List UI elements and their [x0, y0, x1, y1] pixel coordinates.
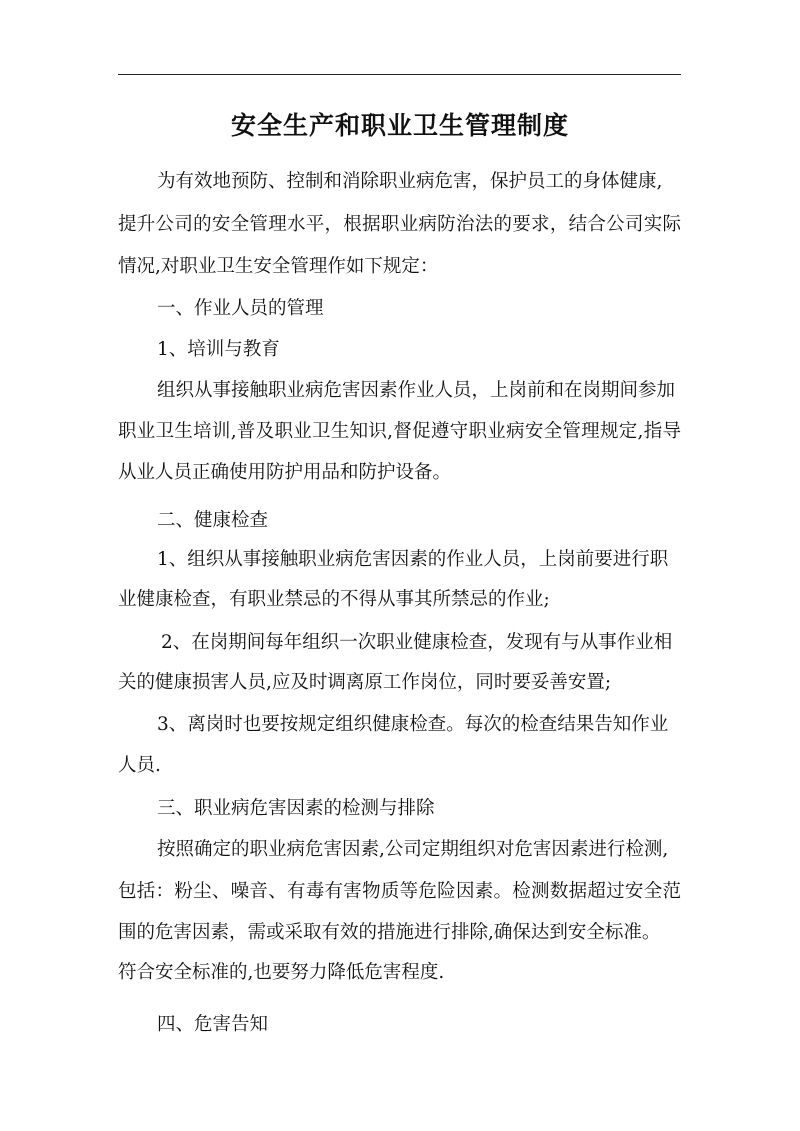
paragraph-line: 1、组织从事接触职业病危害因素的作业人员，上岗前要进行职	[157, 549, 669, 570]
document-title: 安全生产和职业卫生管理制度	[230, 111, 569, 140]
paragraph-line: 情况,对职业卫生安全管理作如下规定：	[118, 256, 439, 277]
paragraph-line: 按照确定的职业病危害因素,公司定期组织对危害因素进行检测,	[157, 839, 669, 860]
section-heading: 一、作业人员的管理	[157, 298, 324, 319]
paragraph-line: 业健康检查，有职业禁忌的不得从事其所禁忌的作业;	[118, 589, 550, 610]
section-heading: 四、危害告知	[157, 1014, 269, 1035]
paragraph-line: 组织从事接触职业病危害因素作业人员，上岗前和在岗期间参加	[157, 380, 676, 401]
paragraph-line: 3、离岗时也要按规定组织健康检查。每次的检查结果告知作业	[157, 714, 669, 735]
paragraph-line: 职业卫生培训,普及职业卫生知识,督促遵守职业病安全管理规定,指导	[118, 421, 681, 442]
paragraph-line: 提升公司的安全管理水平，根据职业病防治法的要求，结合公司实际	[118, 214, 681, 235]
section-heading: 三、职业病危害因素的检测与排除	[157, 798, 435, 819]
subsection-heading: 1、培训与教育	[157, 339, 280, 360]
header-rule	[118, 74, 681, 75]
paragraph-line: 围的危害因素，需或采取有效的措施进行排除,确保达到安全标准。	[118, 922, 661, 943]
paragraph-line: 从业人员正确使用防护用品和防护设备。	[118, 462, 452, 483]
paragraph-line: 人员.	[118, 755, 161, 776]
section-heading: 二、健康检查	[157, 510, 269, 531]
paragraph-line: 2、在岗期间每年组织一次职业健康检查，发现有与从事作业相	[161, 632, 673, 653]
paragraph-line: 关的健康损害人员,应及时调离原工作岗位，同时要妥善安置;	[118, 672, 612, 693]
paragraph-line: 为有效地预防、控制和消除职业病危害，保护员工的身体健康,	[157, 171, 663, 192]
paragraph-line: 符合安全标准的,也要努力降低危害程度.	[118, 962, 445, 983]
paragraph-line: 包括：粉尘、噪音、有毒有害物质等危险因素。检测数据超过安全范	[118, 881, 681, 902]
